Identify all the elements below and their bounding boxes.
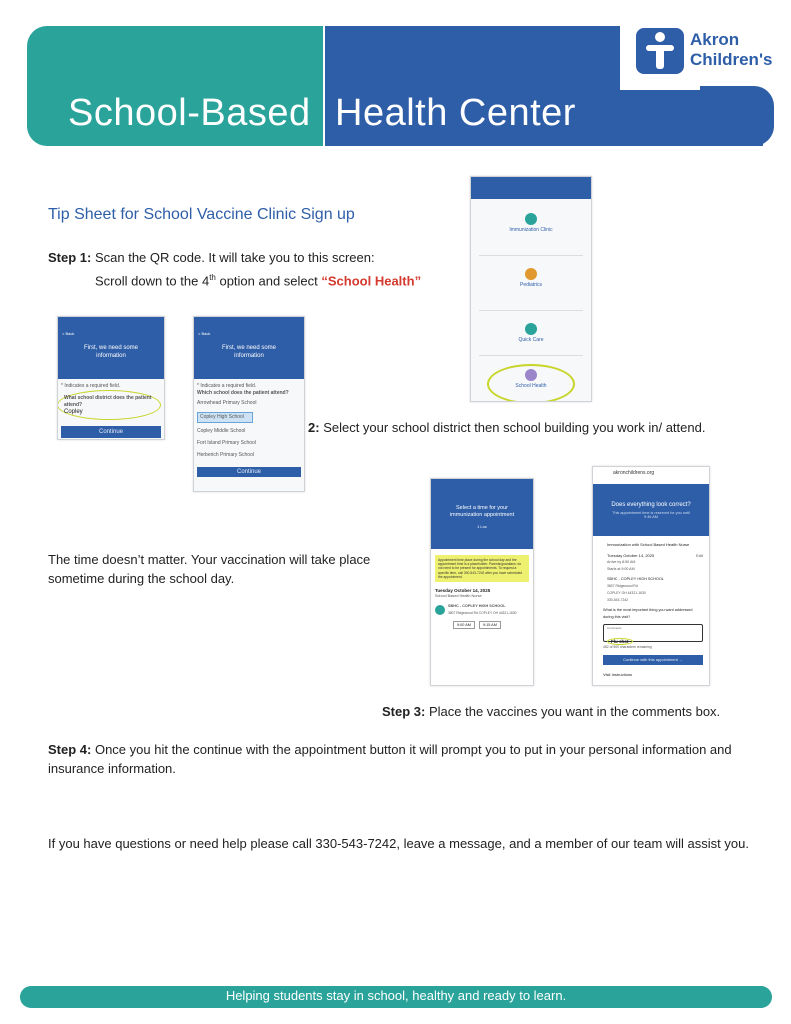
step4-label: Step 4: (48, 742, 92, 757)
building-option-1[interactable]: Arrowhead Primary School (197, 400, 257, 406)
time-dept: School Based Health Nurse (435, 594, 482, 599)
building-question: Which school does the patient attend? (197, 390, 289, 396)
step1-line1 (48, 248, 458, 267)
step1-highlight: “School Health” (321, 273, 422, 289)
district-question: What school district does the patient attend? (64, 395, 152, 408)
district-value[interactable]: Copley (64, 409, 83, 415)
logo-line-1: Akron (690, 30, 740, 49)
confirm-when: Tuesday October 14, 2025 (607, 553, 655, 558)
school-health-highlight (487, 364, 575, 402)
step1-line2 (95, 268, 465, 290)
confirm-question: What is the most important thing you want addressed during this visit? (603, 608, 693, 619)
time-location: SBHC - COPLEY HIGH SCHOOL (448, 604, 506, 609)
menu-item-3: Quick Care (518, 337, 544, 343)
confirm-subheading: This appointment time is reserved for you until 9:46 AM (612, 511, 690, 519)
logo-line-2: Children's (690, 50, 773, 69)
district-required: * Indicates a required field. (61, 383, 121, 389)
confirm-url: akronchildrens.org (613, 470, 655, 476)
building-option-4[interactable]: Fort Island Primary School (197, 440, 256, 446)
continue-appointment-button[interactable]: Continue with this appointment → (603, 655, 703, 665)
step2-label: 2: (308, 420, 320, 435)
confirm-arrive: Arrive by 8:50 AM (607, 560, 636, 564)
footer-tagline: Helping students stay in school, healthy and ready to learn. (225, 988, 567, 1003)
header-title-left: School-Based (68, 92, 311, 134)
tip-sheet-title: Tip Sheet for School Vaccine Clinic Sign up (48, 206, 355, 223)
district-heading: First, we need some information (83, 345, 139, 359)
step2-line (308, 418, 758, 437)
time-slot-header: 1 Loc (477, 524, 487, 529)
time-date: Tuesday October 14, 2025 (435, 588, 491, 594)
step3-text: Place the vaccines you want in the comments box. (428, 704, 721, 719)
building-required: * Indicates a required field. (197, 383, 257, 389)
confirm-visit: Immunization with School Based Health Nurse (607, 542, 690, 547)
phone-confirm-screenshot (592, 466, 710, 686)
building-continue-button[interactable]: Continue (197, 467, 301, 477)
building-option-2[interactable]: Copley High School (197, 412, 253, 423)
time-option-1[interactable]: 9:00 AM (453, 621, 475, 629)
step1-label: Step 1: (48, 250, 92, 265)
phone-district-screenshot (57, 316, 165, 440)
step1-line2-mid: option and select (215, 273, 322, 289)
step4-text: Once you hit the continue with the appointment button it will prompt you to put in your personal information and insurance information. (48, 742, 732, 776)
menu-item-1: Immunization Clinic (509, 227, 553, 233)
confirm-footer: Visit Instructions (603, 672, 633, 677)
confirm-address2: COPLEY OH 44321-1630 (607, 591, 646, 595)
confirm-address1: 3807 Ridgewood Rd (607, 584, 638, 588)
help-text: If you have questions or need help please call 330-543-7242, leave a message, and a member of our team will assist you. (48, 836, 749, 851)
confirm-start: Starts at 9:00 AM (607, 567, 635, 571)
phone-building-screenshot (193, 316, 305, 492)
building-option-5[interactable]: Herberich Primary School (197, 452, 254, 458)
step1-text: Scan the QR code. It will take you to this screen: (94, 250, 375, 265)
confirm-phone: 330-543-7242 (607, 598, 629, 602)
confirm-edit-link[interactable]: Edit (696, 553, 703, 558)
step3-line (382, 702, 762, 721)
step1-line2-pre: Scroll down to the 4 (95, 273, 210, 289)
menu-item-4[interactable]: School Health (515, 383, 547, 389)
step3-label: Step 3: (382, 704, 426, 719)
phone-menu-screenshot (470, 176, 592, 402)
confirm-place: SBHC - COPLEY HIGH SCHOOL (607, 577, 664, 581)
step1-sup: th (209, 273, 216, 282)
logo-text (690, 30, 772, 70)
time-address: 3807 Ridgewood Rd COPLEY OH 44321-1630 (448, 611, 517, 616)
comments-value[interactable]: Flu shot (607, 638, 633, 645)
confirm-chars: 452 of 500 characters remaining (603, 645, 652, 649)
header-banner-end (700, 86, 774, 146)
building-back: < Back (198, 331, 211, 336)
phone-time-screenshot (430, 478, 534, 686)
time-heading: Select a time for your immunization appointment (449, 505, 515, 518)
district-back: < Back (62, 331, 75, 336)
building-option-3[interactable]: Copley Middle School (197, 428, 246, 434)
time-note: Appointment time place during the school day and the appointment time is a placeholder. Parents/guardians: do not need to be present for appointments. To request a specific time, call 330-543-7242 after you have scheduled the appointment. (435, 555, 529, 582)
building-heading: First, we need some information (221, 345, 277, 359)
time-option-2[interactable]: 9:15 AM (479, 621, 501, 629)
akron-childrens-logo-icon (636, 28, 684, 74)
comments-box[interactable] (603, 624, 703, 642)
step2-text: Select your school district then school building you work in/ attend. (323, 420, 706, 435)
time-note-text: The time doesn’t matter. Your vaccination will take place sometime during the school day. (48, 552, 371, 586)
confirm-heading: Does everything look correct? (611, 502, 691, 508)
district-continue-button[interactable]: Continue (61, 426, 161, 438)
comments-label: Comments (607, 626, 622, 630)
step4-paragraph (48, 740, 748, 778)
header-title-right: Health Center (335, 92, 576, 134)
menu-item-2: Pediatrics (520, 282, 542, 288)
